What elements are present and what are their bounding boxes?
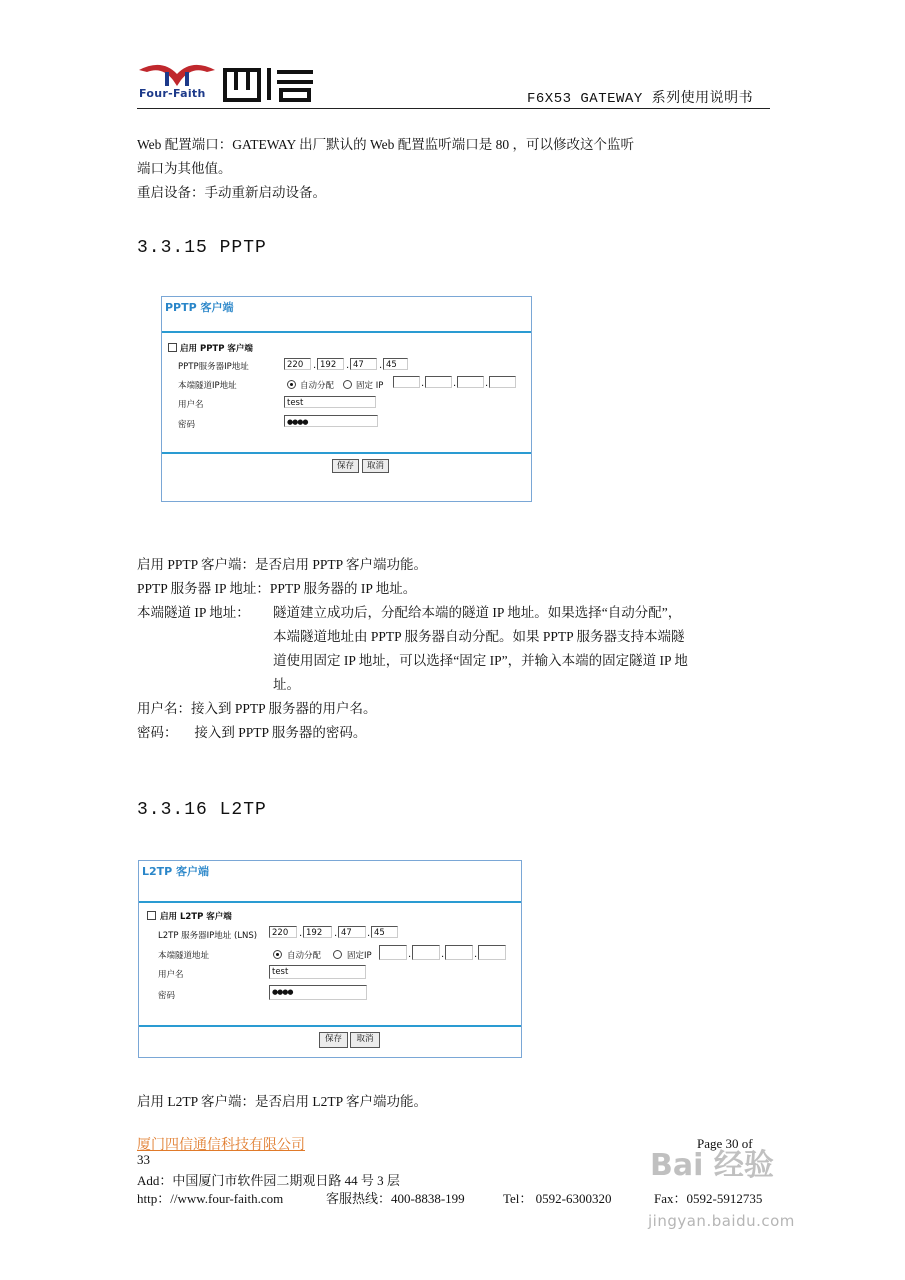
pptp-password-label: 密码 xyxy=(178,420,196,430)
l2tp-enable-checkbox[interactable] xyxy=(147,911,156,920)
pptp-username-label: 用户名 xyxy=(178,400,204,410)
header-divider xyxy=(137,108,770,109)
l2tp-auto-assign-label: 自动分配 xyxy=(287,951,322,961)
pptp-heading: 3.3.15 PPTP xyxy=(137,238,267,258)
l2tp-fixed-ip-octet-1[interactable] xyxy=(379,945,407,960)
baidu-watermark-url: jingyan.baidu.com xyxy=(648,1212,795,1230)
pptp-desc-password: 密码： 接入到 PPTP 服务器的密码。 xyxy=(137,725,367,740)
pptp-desc-tunnel-line-3: 道使用固定 IP 地址，可以选择“固定 IP”，并输入本端的固定隧道 IP 地 xyxy=(273,653,688,668)
pptp-auto-assign-label: 自动分配 xyxy=(300,381,335,391)
footer-address: Add：中国厦门市软件园二期观日路 44 号 3 层 xyxy=(137,1173,400,1188)
l2tp-tunnel-ip-label: 本端隧道地址 xyxy=(158,951,210,961)
pptp-desc-tunnel-line-4: 址。 xyxy=(273,677,300,692)
l2tp-fixed-ip-octet-4[interactable] xyxy=(478,945,506,960)
pptp-desc-enable: 启用 PPTP 客户端：是否启用 PPTP 客户端功能。 xyxy=(137,557,428,572)
l2tp-password-input[interactable]: ●●●● xyxy=(269,985,367,1000)
panel-top-rule xyxy=(162,331,531,333)
l2tp-server-ip-octet-1[interactable]: 220 xyxy=(269,926,297,938)
pptp-fixed-ip-label: 固定 IP xyxy=(356,381,384,391)
l2tp-server-ip-octet-3[interactable]: 47 xyxy=(338,926,366,938)
document-title: F6X53 GATEWAY 系列使用说明书 xyxy=(527,91,754,107)
pptp-server-ip-octet-4[interactable]: 45 xyxy=(383,358,408,370)
l2tp-password-label: 密码 xyxy=(158,991,176,1001)
pptp-desc-username: 用户名：接入到 PPTP 服务器的用户名。 xyxy=(137,701,377,716)
baidu-watermark: Bai 经验 xyxy=(650,1148,774,1183)
l2tp-fixed-ip-octet-2[interactable] xyxy=(412,945,440,960)
l2tp-client-panel: L2TP 客户端 启用 L2TP 客户端 L2TP 服务器IP地址 (LNS) 220 . 192 . 47 . 45 本端隧道地址 自动分配 固定IP . . . 用户名 test 密码 ●●●● 保存 取消 xyxy=(138,860,522,1058)
footer-hotline: 客服热线：400-8838-199 xyxy=(326,1191,465,1206)
footer-page-number: Page 30 of xyxy=(697,1136,753,1151)
pptp-fixed-ip-octet-2[interactable] xyxy=(425,376,452,388)
l2tp-server-ip-octet-4[interactable]: 45 xyxy=(371,926,398,938)
panel-bottom-rule xyxy=(139,1025,521,1027)
pptp-panel-title: PPTP 客户端 xyxy=(165,301,234,314)
intro-line-2: 端口为其他值。 xyxy=(137,161,232,176)
l2tp-desc-enable: 启用 L2TP 客户端：是否启用 L2TP 客户端功能。 xyxy=(137,1094,427,1109)
pptp-fixed-ip-octet-4[interactable] xyxy=(489,376,516,388)
pptp-enable-label: 启用 PPTP 客户端 xyxy=(180,344,253,354)
l2tp-auto-assign-radio[interactable] xyxy=(273,950,282,959)
l2tp-fixed-ip-label: 固定IP xyxy=(347,951,372,961)
pptp-enable-checkbox[interactable] xyxy=(168,343,177,352)
pptp-desc-tunnel-line-2: 本端隧道地址由 PPTP 服务器自动分配。如果 PPTP 服务器支持本端隧 xyxy=(273,629,685,644)
pptp-fixed-ip-radio[interactable] xyxy=(343,380,352,389)
l2tp-heading: 3.3.16 L2TP xyxy=(137,800,267,820)
pptp-server-ip-octet-1[interactable]: 220 xyxy=(284,358,311,370)
pptp-desc-tunnel-line-1: 隧道建立成功后，分配给本端的隧道 IP 地址。如果选择“自动分配”， xyxy=(273,605,682,620)
l2tp-save-button[interactable]: 保存 xyxy=(319,1032,348,1048)
pptp-tunnel-ip-label: 本端隧道IP地址 xyxy=(178,381,237,391)
pptp-client-panel: PPTP 客户端 启用 PPTP 客户端 PPTP服务器IP地址 220 . 192 . 47 . 45 本端隧道IP地址 自动分配 固定 IP . . . 用户名 test 密码 ●●●● 保存 取消 xyxy=(161,296,532,502)
l2tp-server-ip-octet-2[interactable]: 192 xyxy=(303,926,332,938)
l2tp-server-ip-label: L2TP 服务器IP地址 (LNS) xyxy=(158,931,258,941)
intro-line-1: Web 配置端口：GATEWAY 出厂默认的 Web 配置监听端口是 80 ，可以修改这个监听 xyxy=(137,137,635,152)
pptp-password-input[interactable]: ●●●● xyxy=(284,415,378,427)
pptp-desc-server-ip: PPTP 服务器 IP 地址：PPTP 服务器的 IP 地址。 xyxy=(137,581,417,596)
l2tp-username-label: 用户名 xyxy=(158,970,184,980)
pptp-server-ip-octet-2[interactable]: 192 xyxy=(317,358,344,370)
pptp-server-ip-label: PPTP服务器IP地址 xyxy=(178,362,249,372)
pptp-server-ip-octet-3[interactable]: 47 xyxy=(350,358,377,370)
footer-page-total: 33 xyxy=(137,1152,150,1167)
pptp-username-input[interactable]: test xyxy=(284,396,376,408)
pptp-auto-assign-radio[interactable] xyxy=(287,380,296,389)
four-faith-logo xyxy=(137,60,327,108)
pptp-save-button[interactable]: 保存 xyxy=(332,459,359,473)
l2tp-fixed-ip-octet-3[interactable] xyxy=(445,945,473,960)
logo-brand-text: Four-Faith xyxy=(139,87,206,100)
l2tp-enable-label: 启用 L2TP 客户端 xyxy=(160,912,232,922)
pptp-fixed-ip-octet-3[interactable] xyxy=(457,376,484,388)
pptp-desc-tunnel-label: 本端隧道 IP 地址： xyxy=(137,605,250,620)
l2tp-panel-title: L2TP 客户端 xyxy=(142,865,210,878)
footer-website: http：//www.four-faith.com xyxy=(137,1191,284,1206)
panel-top-rule xyxy=(139,901,521,903)
pptp-cancel-button[interactable]: 取消 xyxy=(362,459,389,473)
footer-company-link[interactable]: 厦门四信通信科技有限公司 xyxy=(137,1138,305,1153)
footer-tel: Tel： 0592-6300320 xyxy=(503,1191,612,1206)
pptp-fixed-ip-octet-1[interactable] xyxy=(393,376,420,388)
footer-fax: Fax：0592-5912735 xyxy=(654,1191,763,1206)
l2tp-username-input[interactable]: test xyxy=(269,965,366,979)
intro-line-3: 重启设备：手动重新启动设备。 xyxy=(137,185,326,200)
l2tp-cancel-button[interactable]: 取消 xyxy=(350,1032,380,1048)
l2tp-fixed-ip-radio[interactable] xyxy=(333,950,342,959)
panel-bottom-rule xyxy=(162,452,531,454)
